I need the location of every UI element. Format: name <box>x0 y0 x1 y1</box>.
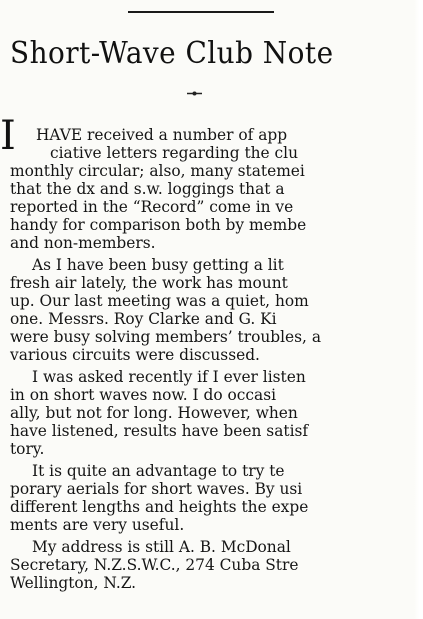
body-line: handy for comparison both by membe <box>10 216 307 234</box>
body-line: reported in the “Record” come in ve <box>10 198 294 216</box>
body-line: Wellington, N.Z. <box>10 574 137 592</box>
body-line: and non-members. <box>10 234 156 252</box>
body-line: fresh air lately, the work has mount <box>10 274 288 292</box>
body-line: tory. <box>10 440 45 458</box>
drop-cap: I <box>0 113 16 159</box>
body-line: ments are very useful. <box>10 516 185 534</box>
body-line: were busy solving members’ troubles, a <box>10 328 322 346</box>
body-line: various circuits were discussed. <box>10 346 260 364</box>
body-line: one. Messrs. Roy Clarke and G. Ki <box>10 310 277 328</box>
top-rule <box>128 11 274 13</box>
body-line: in on short waves now. I do occasi <box>10 386 277 404</box>
body-line: up. Our last meeting was a quiet, hom <box>10 292 309 310</box>
page-edge <box>414 0 423 619</box>
body-line: I was asked recently if I ever listen <box>32 368 306 386</box>
body-line: HAVE received a number of app <box>36 126 288 144</box>
body-line: that the dx and s.w. loggings that a <box>10 180 285 198</box>
body-line: As I have been busy getting a lit <box>32 256 284 274</box>
headline: Short-Wave Club Note <box>10 36 334 71</box>
body-line: It is quite an advantage to try te <box>32 462 285 480</box>
body-line: My address is still A. B. McDonal <box>32 538 291 556</box>
body-line: monthly circular; also, many statemei <box>10 162 305 180</box>
body-line: ciative letters regarding the clu <box>50 144 299 162</box>
body-line: Secretary, N.Z.S.W.C., 274 Cuba Stre <box>10 556 299 574</box>
body-line: have listened, results have been satisf <box>10 422 309 440</box>
body-line: ally, but not for long. However, when <box>10 404 298 422</box>
body-line: different lengths and heights the expe <box>10 498 309 516</box>
body-line: porary aerials for short waves. By usi <box>10 480 303 498</box>
headline-ornament <box>186 91 203 96</box>
